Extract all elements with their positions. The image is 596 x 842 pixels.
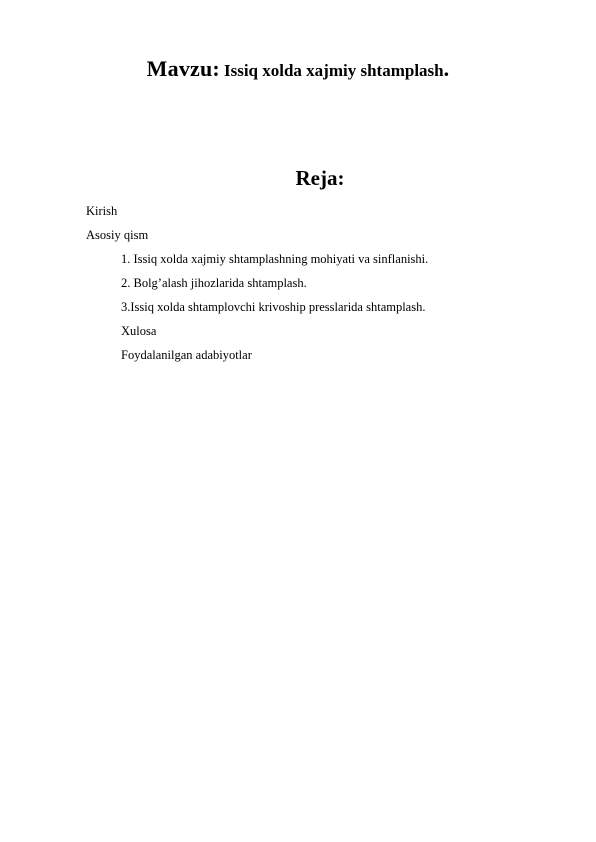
plan-item-3: 3.Issiq xolda shtamplovchi krivoship presslarida shtamplash. bbox=[121, 300, 426, 314]
title-prefix: Mavzu: bbox=[146, 56, 220, 81]
plan-heading: Reja: bbox=[295, 166, 345, 190]
plan-item-1: 1. Issiq xolda xajmiy shtamplashning mohiyati va sinflanishi. bbox=[121, 252, 429, 266]
plan-item-references: Foydalanilgan adabiyotlar bbox=[121, 348, 252, 362]
document-title bbox=[0, 56, 596, 82]
plan-item-conclusion: Xulosa bbox=[121, 324, 157, 338]
title-end: . bbox=[443, 56, 450, 81]
title-topic: Issiq xolda xajmiy shtamplash bbox=[223, 61, 444, 80]
plan-item-main-part: Asosiy qism bbox=[86, 228, 149, 242]
plan-item-intro: Kirish bbox=[86, 204, 118, 218]
plan-item-2: 2. Bolg’alash jihozlarida shtamplash. bbox=[121, 276, 307, 290]
